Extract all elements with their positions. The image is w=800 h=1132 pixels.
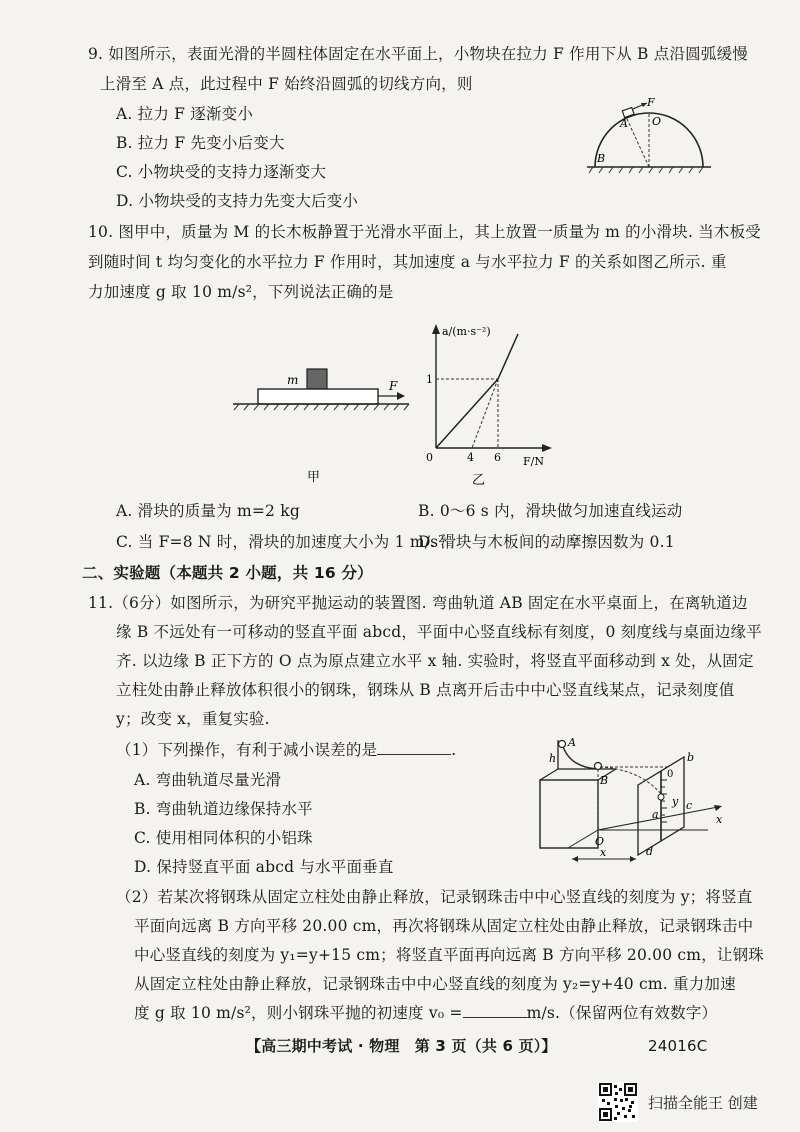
label-f: F bbox=[647, 96, 655, 109]
q10-stem-line2: 到随时间 t 均匀变化的水平拉力 F 作用时，其加速度 a 与水平拉力 F 的关系如图乙所示. 重 bbox=[88, 253, 727, 271]
q10-figure-yi-graph bbox=[420, 320, 570, 492]
label-a-plane: a bbox=[652, 808, 659, 821]
q11-stem-line2: 缘 B 不远处有一可移动的竖直平面 abcd，平面中心竖直线标有刻度，0 刻度线与桌面边缘平 bbox=[116, 623, 762, 641]
ball-at-a bbox=[559, 741, 566, 748]
label-a: A bbox=[568, 736, 576, 749]
q11-part2-line5 bbox=[134, 1003, 717, 1023]
q9-option-b: B. 拉力 F 先变小后变大 bbox=[116, 134, 285, 152]
q10-stem-line1: 10. 图甲中，质量为 M 的长木板静置于光滑水平面上，其上放置一质量为 m 的小滑块. 当木板受 bbox=[88, 223, 762, 241]
q11-part2-line3: 中心竖直线的刻度为 y₁=y+15 cm；将竖直平面再向远离 B 方向平移 20.00 cm，让钢珠 bbox=[134, 946, 765, 964]
q11-part2-line2: 平面向远离 B 方向平移 20.00 cm，再次将钢珠从固定立柱处由静止释放，记录钢珠击中 bbox=[134, 917, 754, 935]
x-axis-label: F/N bbox=[523, 455, 544, 468]
label-c: c bbox=[686, 799, 693, 812]
q11-part2-answer-blank[interactable] bbox=[463, 1003, 527, 1018]
q11-option-a: A. 弯曲轨道尽量光滑 bbox=[134, 771, 282, 789]
radius-to-a bbox=[627, 119, 649, 167]
q9-option-a: A. 拉力 F 逐渐变小 bbox=[116, 105, 254, 123]
q11-part1-text: （1）下列操作，有利于减小误差的是 bbox=[116, 741, 378, 759]
q11-stem-line3: 齐. 以边缘 B 正下方的 O 点为原点建立水平 x 轴. 实验时，将竖直平面移动到 x 处，从固定 bbox=[116, 652, 754, 670]
q10-option-a: A. 滑块的质量为 m=2 kg bbox=[116, 502, 300, 520]
label-b: B bbox=[597, 152, 606, 165]
ball-hit-point bbox=[658, 794, 664, 800]
q11-part2-line4: 从固定立柱处由静止释放，记录钢珠击中中心竖直线的刻度为 y₂=y+40 cm. 重力加速 bbox=[134, 975, 736, 993]
page-footer-code: 24016C bbox=[648, 1037, 708, 1055]
q9-semicylinder-figure bbox=[575, 95, 715, 177]
graph-segment-2 bbox=[498, 334, 518, 379]
label-h: h bbox=[549, 752, 557, 765]
trajectory bbox=[600, 767, 662, 795]
q9-stem-line2: 上滑至 A 点，此过程中 F 始终沿圆弧的切线方向，则 bbox=[100, 75, 473, 93]
label-y: y bbox=[672, 795, 679, 808]
x-tick-4: 4 bbox=[467, 451, 474, 464]
q11-part2-text: 度 g 取 10 m/s²，则小钢珠平抛的初速度 v₀ = bbox=[134, 1004, 463, 1022]
label-b-plane: b bbox=[687, 751, 695, 764]
label-o: O bbox=[595, 835, 605, 848]
x-tick-6: 6 bbox=[494, 451, 501, 464]
label-a: A bbox=[620, 117, 628, 130]
q10-figure-jia bbox=[225, 355, 415, 485]
label-m: m bbox=[287, 373, 299, 387]
dashed-extension bbox=[472, 379, 498, 448]
table-box bbox=[540, 780, 598, 848]
label-b: B bbox=[600, 774, 609, 787]
q10-option-c: C. 当 F=8 N 时，滑块的加速度大小为 1 m/s² bbox=[116, 533, 445, 551]
ball-at-b bbox=[595, 763, 602, 770]
q10-option-b: B. 0～6 s 内，滑块做匀加速直线运动 bbox=[418, 502, 683, 520]
qr-code-icon bbox=[598, 1082, 638, 1122]
q11-option-c: C. 使用相同体积的小铝珠 bbox=[134, 829, 313, 847]
label-x-distance: x bbox=[600, 846, 607, 859]
q10-option-d: D. 滑块与木板间的动摩擦因数为 0.1 bbox=[418, 533, 675, 551]
q11-part1-end: . bbox=[451, 741, 457, 759]
q11-apparatus-figure bbox=[528, 735, 728, 870]
q11-stem-line5: y；改变 x，重复实验. bbox=[116, 710, 270, 728]
scanner-brand-watermark: 扫描全能王 创建 bbox=[648, 1094, 758, 1112]
q10-stem-line3: 力加速度 g 取 10 m/s²，下列说法正确的是 bbox=[88, 283, 394, 301]
q11-option-b: B. 弯曲轨道边缘保持水平 bbox=[134, 800, 313, 818]
y-tick-1: 1 bbox=[426, 373, 433, 386]
slider-block bbox=[307, 369, 327, 389]
q9-stem-line1: 9. 如图所示，表面光滑的半圆柱体固定在水平面上，小物块在拉力 F 作用下从 B 点沿圆弧缓慢 bbox=[88, 45, 748, 63]
q9-option-c: C. 小物块受的支持力逐渐变大 bbox=[116, 163, 327, 181]
y-axis-label: a/(m·s⁻²) bbox=[442, 325, 491, 338]
q11-stem-line4: 立柱处由静止释放体积很小的钢珠，钢珠从 B 点离开后击中中心竖直线某点，记录刻度值 bbox=[116, 681, 735, 699]
origin-label: 0 bbox=[426, 451, 433, 464]
q9-option-d: D. 小物块受的支持力先变大后变小 bbox=[116, 192, 359, 210]
q11-stem-line1: 11.（6分）如图所示，为研究平抛运动的装置图. 弯曲轨道 AB 固定在水平桌面上，在离轨道边 bbox=[88, 594, 748, 612]
q11-part2-line1: （2）若某次将钢珠从固定立柱处由静止释放，记录钢珠击中中心竖直线的刻度为 y；将竖直 bbox=[116, 888, 753, 906]
long-board bbox=[258, 389, 378, 404]
q11-option-d: D. 保持竖直平面 abcd 与水平面垂直 bbox=[134, 858, 394, 876]
label-force: F bbox=[389, 379, 398, 393]
label-x-axis: x bbox=[716, 813, 723, 826]
q11-part1-answer-blank[interactable] bbox=[377, 740, 451, 755]
section-two-heading: 二、实验题（本题共 2 小题，共 16 分） bbox=[82, 564, 373, 582]
caption-jia: 甲 bbox=[307, 470, 321, 485]
q11-part2-unit: m/s.（保留两位有效数字） bbox=[526, 1004, 718, 1022]
graph-segment-1 bbox=[436, 379, 498, 448]
page-footer-title: 【高三期中考试 · 物理 第 3 页（共 6 页）】 bbox=[246, 1037, 557, 1055]
q11-part1-question bbox=[116, 740, 456, 760]
label-d: d bbox=[646, 845, 654, 858]
label-zero: 0 bbox=[667, 769, 674, 780]
caption-yi: 乙 bbox=[472, 473, 486, 488]
label-o: O bbox=[652, 115, 662, 128]
